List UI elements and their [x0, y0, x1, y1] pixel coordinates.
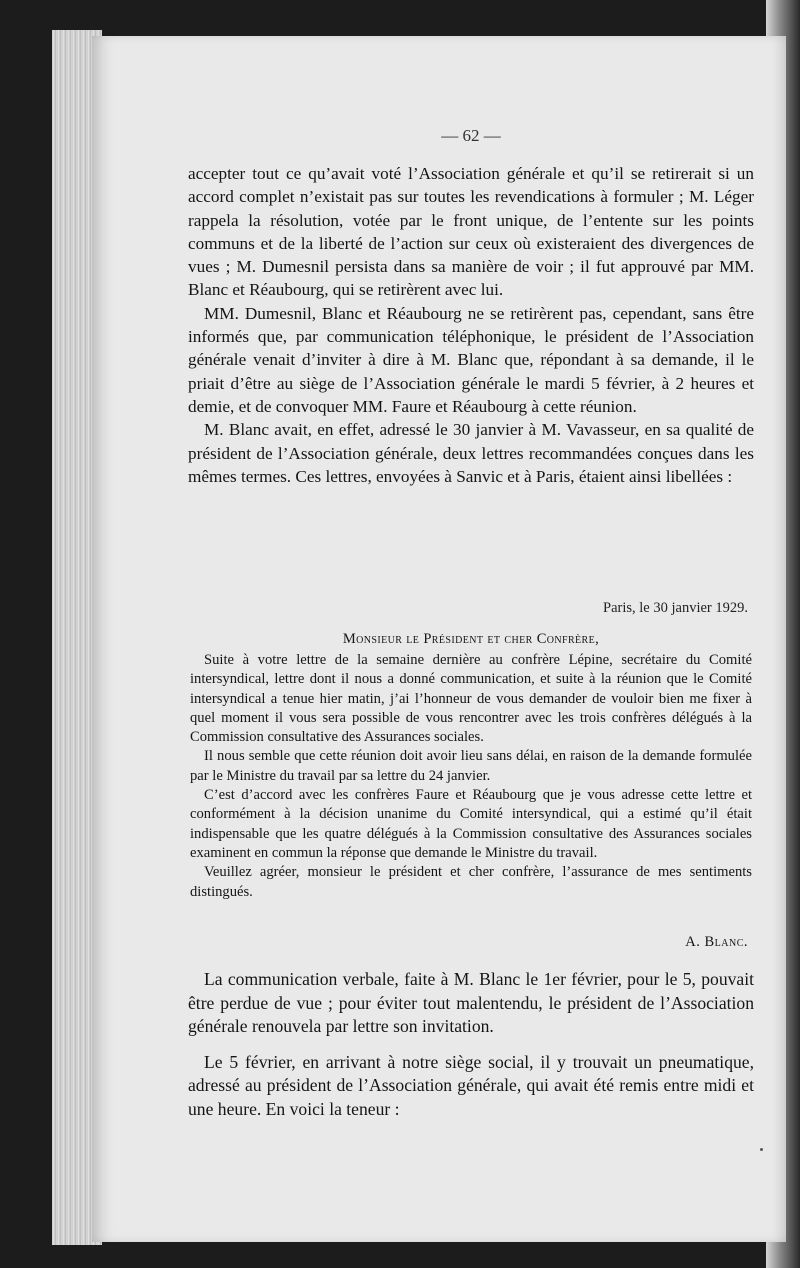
book-page	[92, 36, 786, 1242]
paper-speck	[760, 1148, 763, 1151]
body-paragraph-3: M. Blanc avait, en effet, adressé le 30 janvier à M. Vavasseur, en sa qualité de président de l’Association générale, deux lettres recommandées conçues dans les mêmes termes. Ces lettres, envoyées à Sanvic et à Paris, étaient ainsi libellées :	[188, 420, 754, 486]
letter-paragraph-4: Veuillez agréer, monsieur le président et cher confrère, l’assurance de mes sentiments distingués.	[190, 864, 752, 900]
closing-paragraph-2: Le 5 février, en arrivant à notre siège social, il y trouvait un pneumatique, adressé au président de l’Association générale, qui avait été remis entre midi et une heure. En voici la teneur :	[188, 1051, 754, 1119]
body-paragraph-2: MM. Dumesnil, Blanc et Réaubourg ne se retirèrent pas, cependant, sans être informés que, par communication téléphonique, le président de l’Association générale venait d’inviter à dire à M. Blanc que, répondant à sa demande, il le priait d’être au siège de l’Association générale le mardi 5 février, à 2 heures et demie, et de convoquer MM. Faure et Réaubourg à cette réunion.	[188, 303, 754, 416]
closing-paragraph-1: La communication verbale, faite à M. Blanc le 1er février, pour le 5, pouvait être perdue de vue ; pour éviter tout malentendu, le président de l’Association générale renouvela par lettre son invitation.	[188, 969, 754, 1036]
letter-paragraph-1: Suite à votre lettre de la semaine dernière au confrère Lépine, secrétaire du Comité intersyndical, lettre dont il nous a donné communication, et suite à la réunion que le Comité intersyndical a tenue hier matin, j’ai l’honneur de vous demander de vouloir bien me fixer à quel moment il vous sera possible de vous rencontrer avec les trois confrères délégués à la Commission consultative des Assurances sociales.	[190, 652, 752, 746]
quoted-letter	[190, 651, 752, 902]
body-text	[188, 162, 754, 488]
letter-paragraph-3: C’est d’accord avec les confrères Faure et Réaubourg que je vous adresse cette lettre et conformément à la décision unanime du Comité intersyndical, qui a estimé qu’il était indispensable que les quatre délégués à la Commission consultative des Assurances sociales examinent en commun la réponse que demande le Ministre du travail.	[190, 787, 752, 861]
body-paragraph-1: accepter tout ce qu’avait voté l’Association générale et qu’il se retirerait si un accord complet n’existait pas sur toutes les revendications à formuler ; M. Léger rappela la résolution, votée par le front unique, de l’entente sur les points communs et de la liberté de l’action sur ceux où existeraient des divergences de vues ; M. Dumesnil persista dans sa manière de voir ; il fut approuvé par MM. Blanc et Réaubourg, qui se retirèrent avec lui.	[188, 164, 754, 300]
letter-paragraph-2: Il nous semble que cette réunion doit avoir lieu sans délai, en raison de la demande formulée par le Ministre du travail par sa lettre du 24 janvier.	[190, 748, 752, 784]
closing-text	[188, 968, 754, 1133]
page-number: — 62 —	[441, 126, 501, 145]
letter-signature: A. Blanc.	[685, 934, 748, 950]
letter-dateline: Paris, le 30 janvier 1929.	[603, 600, 748, 616]
letter-salutation: Monsieur le Président et cher Confrère,	[342, 631, 600, 647]
